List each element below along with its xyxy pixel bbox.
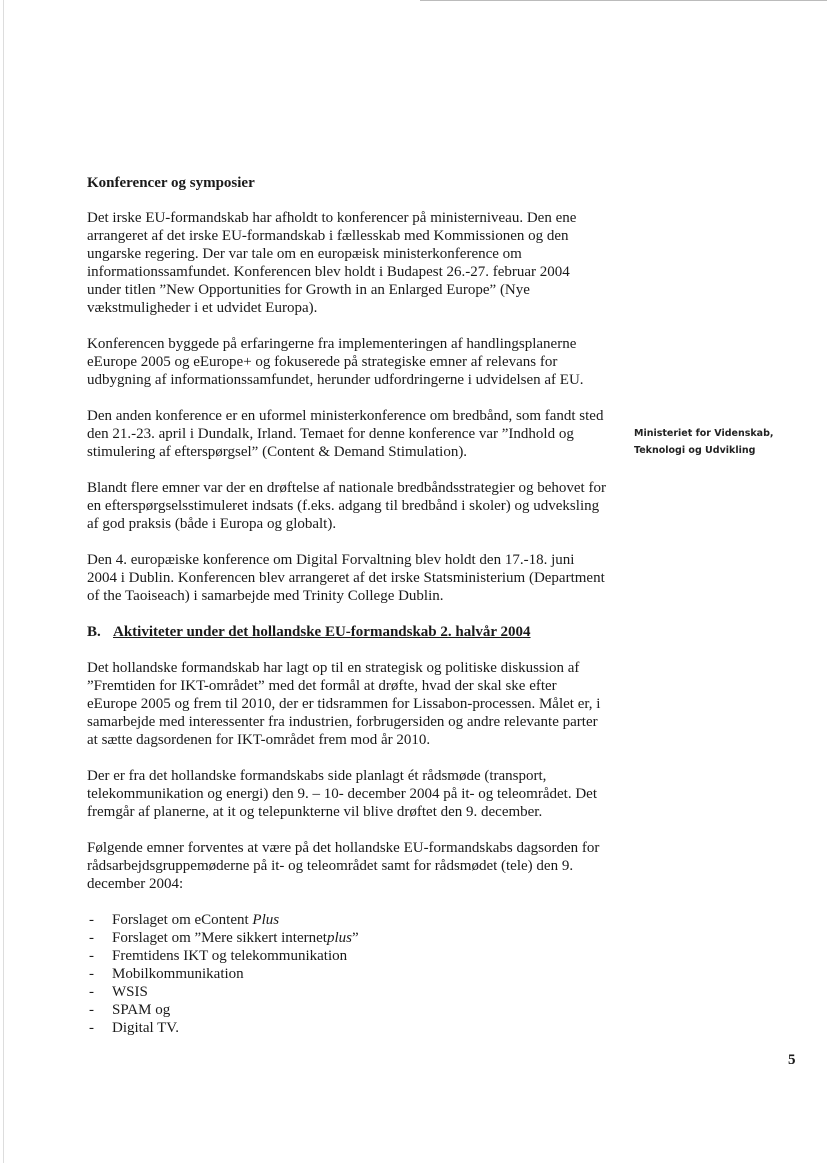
paragraph-1: Det irske EU-formandskab har afholdt to konferencer på ministerniveau. Den ene arrangeret af det irske EU-formandskab i fællesskab med Kommissionen og den ungarske regering. Der var tale om en europæisk ministerkonference om informationssamfundet. Konferencen blev holdt i Budapest 26.-27. februar 2004 under titlen ”New Opportunities for Growth in an Enlarged Europe” (Nye vækstmuligheder i et udvidet Europa).	[87, 210, 577, 316]
paragraph-5: Den 4. europæiske konference om Digital Forvaltning blev holdt den 17.-18. juni 2004 i Dublin. Konferencen blev arrangeret af det irske Statsministerium (Department of the Taoiseach) i samarbejde med Trinity College Dublin.	[87, 552, 605, 604]
paragraph-3: Den anden konference er en uformel ministerkonference om bredbånd, som fandt sted den 21.-23. april i Dundalk, Irland. Temaet for denne konference var ”Indhold og stimulering af efterspørgsel” (Content & Demand Stimulation).	[87, 408, 604, 460]
list-item: - WSIS	[87, 983, 607, 1001]
sidenote-line-1: Ministeriet for Videnskab,	[634, 428, 774, 439]
list-item: - Forslaget om eContent Plus	[87, 911, 607, 929]
paragraph-2: Konferencen byggede på erfaringerne fra implementeringen af handlingsplanerne eEurope 2005 og eEurope+ og fokuserede på strategiske emner af relevans for udbygning af informationssamfundet, herunder udfordringerne i udvidelsen af EU.	[87, 336, 584, 388]
section-paragraph-3: Følgende emner forventes at være på det hollandske EU-formandskabs dagsorden for rådsarbejdsgruppemøderne på it- og teleområdet samt for rådsmødet (tele) den 9. december 2004:	[87, 840, 600, 892]
section-paragraph-2: Der er fra det hollandske formandskabs side planlagt ét rådsmøde (transport, telekommunikation og energi) den 9. – 10- december 2004 på it- og teleområdet. Det fremgår af planerne, at it og telepunkterne vil blive drøftet den 9. december.	[87, 768, 597, 820]
section-heading-conferences: Konferencer og symposier	[87, 175, 255, 191]
main-content	[87, 174, 607, 1037]
section-title: Aktiviteter under det hollandske EU-formandskab 2. halvår 2004	[113, 624, 531, 640]
section-heading-b	[87, 623, 607, 641]
scan-edge-line	[420, 0, 827, 1]
scan-margin-line	[3, 0, 4, 1163]
list-item: - Mobilkommunikation	[87, 965, 607, 983]
list-item: - Forslaget om ”Mere sikkert internetplus”	[87, 929, 607, 947]
list-item: - Fremtidens IKT og telekommunikation	[87, 947, 607, 965]
paragraph-4: Blandt flere emner var der en drøftelse af nationale bredbåndsstrategier og behovet for en efterspørgselsstimuleret indsats (f.eks. adgang til bredbånd i skoler) og udveksling af god praksis (både i Europa og globalt).	[87, 480, 606, 532]
page-number: 5	[788, 1052, 796, 1068]
section-paragraph-1: Det hollandske formandskab har lagt op til en strategisk og politiske diskussion af ”Fremtiden for IKT-området” med det formål at drøfte, hvad der skal ske efter eEurope 2005 og frem til 2010, der er tidsrammen for Lissabon-processen. Målet er, i samarbejde med interessenter fra industrien, forbrugersiden og andre relevante parter at sætte dagsordenen for IKT-området frem mod år 2010.	[87, 660, 601, 748]
list-item: - SPAM og	[87, 1001, 607, 1019]
section-letter: B.	[87, 624, 101, 640]
list-item: - Digital TV.	[87, 1019, 607, 1037]
agenda-list	[87, 911, 607, 1037]
ministry-sidenote	[634, 425, 804, 459]
sidenote-line-2: Teknologi og Udvikling	[634, 445, 756, 456]
